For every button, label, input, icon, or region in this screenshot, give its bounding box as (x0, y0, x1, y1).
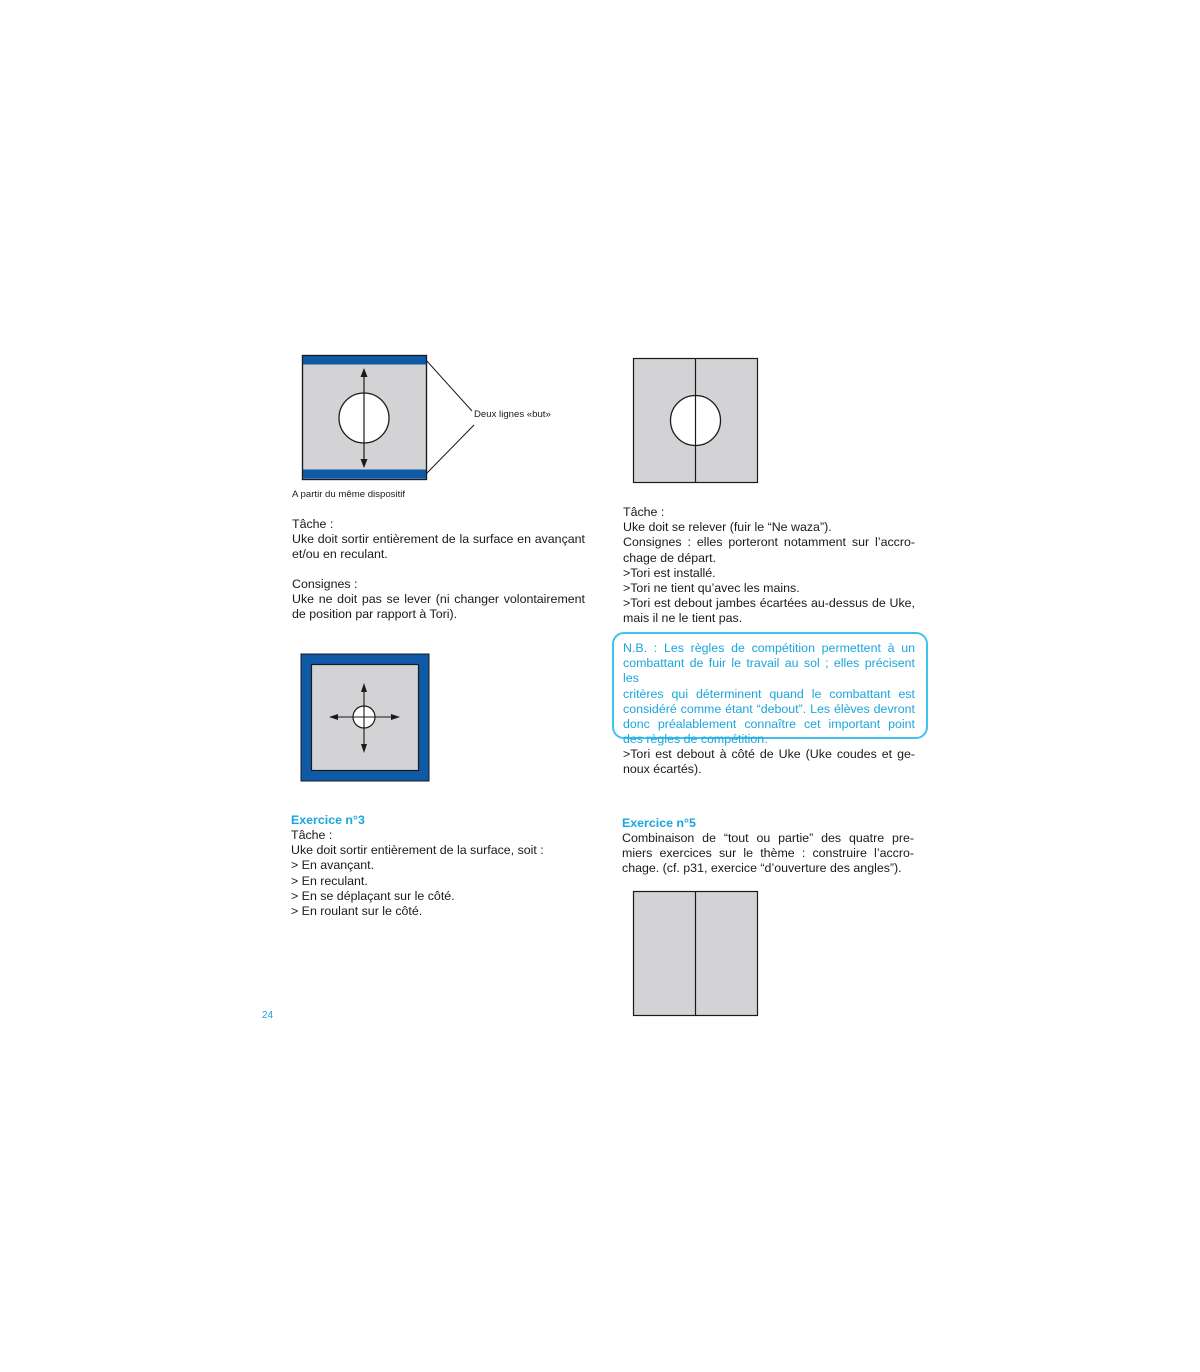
text-line: > En reculant. (291, 873, 368, 888)
consignes-label: Consignes : (292, 577, 358, 591)
exercice-3-title: Exercice n°3 (291, 813, 365, 827)
nb-line: combattant de fuir le travail au sol ; elles précisent les (623, 656, 915, 686)
nb-line: donc préalablement connaître cet important point (623, 717, 915, 732)
text-line: > En avançant. (291, 858, 375, 873)
text-line: Combinaison de “tout ou partie” des quatre pre- (622, 831, 914, 845)
text-line: mais il ne le tient pas. (623, 611, 743, 626)
figure-caption: A partir du même dispositif (292, 489, 406, 500)
text-line: de position par rapport à Tori). (292, 607, 458, 622)
nb-line: N.B. : Les règles de compétition permettent à un (623, 641, 915, 655)
text-line: miers exercices sur le thème : construire l’accro- (622, 846, 914, 861)
text-line: Uke doit sortir entièrement de la surface, soit : (291, 843, 544, 858)
text-line: >Tori est debout à côté de Uke (Uke coudes et ge- (623, 747, 915, 761)
goal-lines-label: Deux lignes «but» (474, 409, 551, 420)
text-line: chage de départ. (623, 550, 717, 565)
text-line: Consignes : elles porteront notamment sur l’accro- (623, 535, 915, 550)
nb-line: considéré comme étant “debout”. Les élèves devront (623, 701, 915, 716)
text-line: et/ou en reculant. (292, 547, 388, 562)
text-line: >Tori est installé. (623, 565, 716, 580)
text-line: >Tori est debout jambes écartées au-dessus de Uke, (623, 596, 915, 611)
text-line: chage. (cf. p31, exercice “d’ouverture des angles”). (622, 861, 902, 876)
nb-line: des règles de compétition. (623, 732, 768, 747)
text-line: > En roulant sur le côté. (291, 904, 423, 919)
text-line: > En se déplaçant sur le côté. (291, 888, 455, 903)
tache-label: Tâche : (623, 505, 665, 519)
text-line: Uke doit se relever (fuir le “Ne waza”). (623, 520, 832, 535)
tache-label: Tâche : (292, 517, 334, 531)
text-line: >Tori ne tient qu’avec les mains. (623, 581, 800, 596)
text-line: noux écartés). (623, 762, 702, 777)
text-line: Uke ne doit pas se lever (ni changer volontairement (292, 592, 585, 607)
text-line: Uke doit sortir entièrement de la surface en avançant (292, 532, 585, 547)
nb-line: critères qui déterminent quand le combattant est (623, 686, 915, 701)
tache-label: Tâche : (291, 828, 333, 842)
exercice-5-title: Exercice n°5 (622, 816, 696, 830)
page-number: 24 (262, 1010, 274, 1021)
